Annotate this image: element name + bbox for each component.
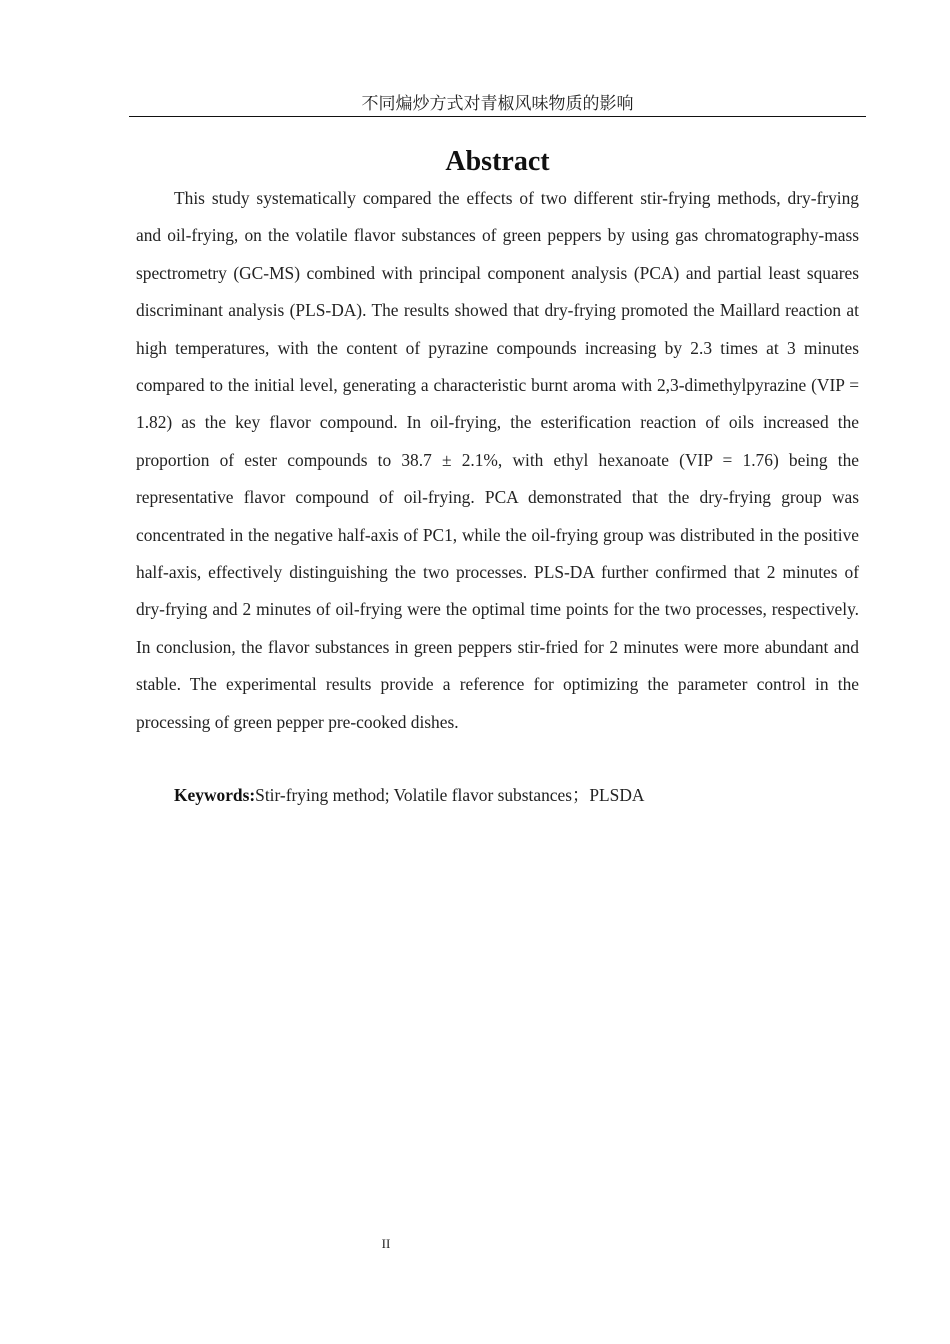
running-header: 不同煸炒方式对青椒风味物质的影响 xyxy=(129,92,866,117)
page-number: II xyxy=(381,1236,391,1251)
keywords-label: Keywords: xyxy=(174,785,256,805)
abstract-title: Abstract xyxy=(445,146,550,177)
keywords-line xyxy=(136,777,859,814)
keywords-text: Stir-frying method; Volatile flavor substances；PLSDA xyxy=(255,785,645,805)
abstract-body: This study systematically compared the effects of two different stir-frying methods, dry-frying and oil-frying, on the volatile flavor substances of green peppers by using gas chromatography-mass spectrometry (GC-MS) combined with principal component analysis (PCA) and partial least squares discriminant analysis (PLS-DA). The results showed that dry-frying promoted the Maillard reaction at high temperatures, with the content of pyrazine compounds increasing by 2.3 times at 3 minutes compared to the initial level, generating a characteristic burnt aroma with 2,3-dimethylpyrazine (VIP = 1.82) as the key flavor compound. In oil-frying, the esterification reaction of oils increased the proportion of ester compounds to 38.7 ± 2.1%, with ethyl hexanoate (VIP = 1.76) being the representative flavor compound of oil-frying. PCA demonstrated that the dry-frying group was concentrated in the negative half-axis of PC1, while the oil-frying group was distributed in the positive half-axis, effectively distinguishing the two processes. PLS-DA further confirmed that 2 minutes of dry-frying and 2 minutes of oil-frying were the optimal time points for the two processes, respectively. In conclusion, the flavor substances in green peppers stir-fried for 2 minutes were more abundant and stable. The experimental results provide a reference for optimizing the parameter control in the processing of green pepper pre-cooked dishes. xyxy=(136,188,859,732)
